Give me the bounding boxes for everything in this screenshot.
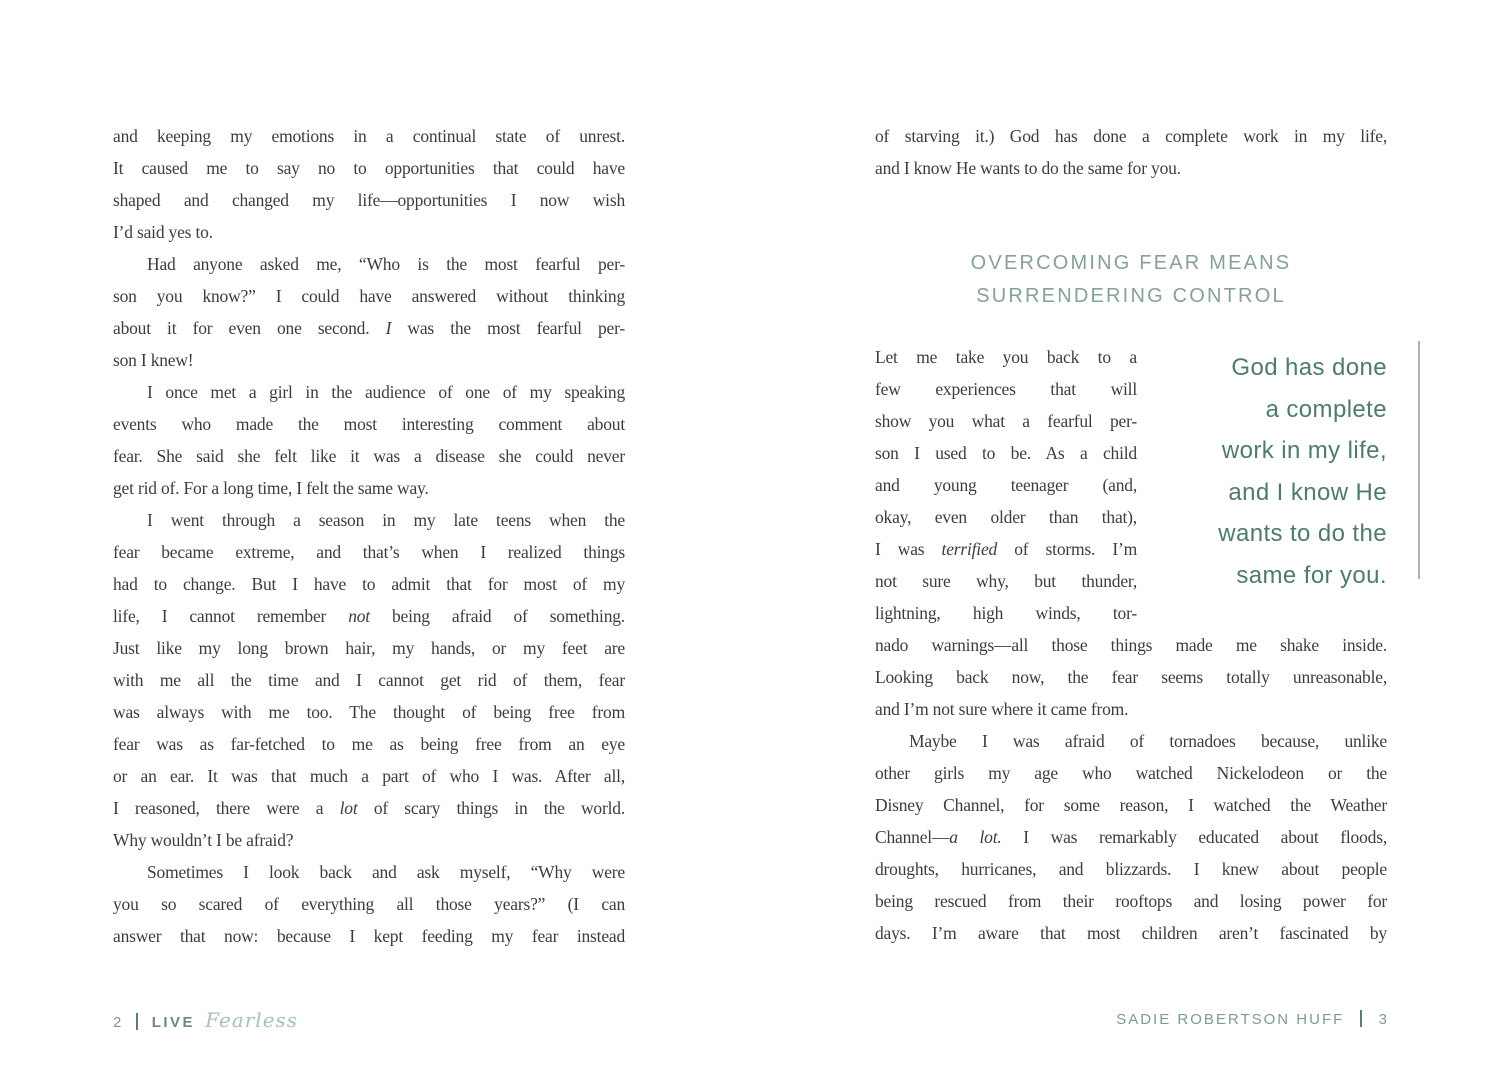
text-line: of starving it.) God has done a complete work in my life, (875, 126, 1387, 146)
text-line: I reasoned, there were a lot of scary things in the world. (113, 798, 625, 818)
book-title-caps: LIVE (151, 1014, 196, 1031)
text-line: shaped and changed my life—opportunities I now wish (113, 190, 625, 210)
book-title-script: Fearless (205, 1008, 299, 1032)
section-heading-line2: SURRENDERING CONTROL (976, 285, 1286, 307)
text-line: events who made the most interesting comment about (113, 414, 625, 434)
text-line: had to change. But I have to admit that for most of my (113, 574, 625, 594)
text-line: fear became extreme, and that’s when I realized things (113, 542, 625, 562)
text-line: and young teenager (and, (875, 475, 1137, 495)
text-line: okay, even older than that), (875, 507, 1137, 527)
text-line: Looking back now, the fear seems totally unreasonable, (875, 667, 1387, 687)
left-page-footer (113, 1008, 298, 1032)
text-line: Let me take you back to a (875, 347, 1137, 367)
text-line: life, I cannot remember not being afraid of something. (113, 606, 625, 626)
text-line: I was terrified of storms. I’m (875, 539, 1137, 559)
right-page-number: 3 (1378, 1011, 1387, 1028)
right-page-text (875, 120, 1387, 949)
text-line: I once met a girl in the audience of one of my speaking (147, 382, 625, 402)
text-line: son I knew! (113, 350, 194, 370)
text-line: Had anyone asked me, “Who is the most fearful per- (147, 254, 625, 274)
section-heading-line1: OVERCOMING FEAR MEANS (970, 252, 1292, 274)
text-line: and I’m not sure where it came from. (875, 699, 1129, 719)
pull-quote-rule (1418, 341, 1420, 579)
text-line: answer that now: because I kept feeding my fear instead (113, 926, 625, 946)
text-line: I went through a season in my late teens when the (147, 510, 625, 530)
text-line: Just like my long brown hair, my hands, or my feet are (113, 638, 625, 658)
footer-divider-bar (1360, 1010, 1362, 1027)
text-line: or an ear. It was that much a part of who I was. After all, (113, 766, 625, 786)
right-page-bottom-paragraphs (875, 629, 1387, 949)
pull-quote-line: wants to do the (1218, 520, 1387, 547)
text-line: not sure why, but thunder, (875, 571, 1137, 591)
text-line: lightning, high winds, tor- (875, 603, 1137, 623)
text-line: son you know?” I could have answered without thinking (113, 286, 625, 306)
left-page-number: 2 (113, 1014, 122, 1031)
text-line: being rescued from their rooftops and losing power for (875, 891, 1387, 911)
text-line: Why wouldn’t I be afraid? (113, 830, 294, 850)
text-line: Channel—a lot. I was remarkably educated about floods, (875, 827, 1387, 847)
pull-quote-line: same for you. (1236, 561, 1387, 589)
author-name: SADIE ROBERTSON HUFF (1116, 1011, 1345, 1028)
pull-quote-line: God has done (1231, 354, 1387, 381)
text-line: fear was as far-fetched to me as being free from an eye (113, 734, 625, 754)
text-with-pullquote (875, 341, 1387, 629)
text-line: you so scared of everything all those years?” (I can (113, 894, 625, 914)
text-line: get rid of. For a long time, I felt the same way. (113, 478, 429, 498)
text-line: show you what a fearful per- (875, 411, 1137, 431)
text-line: other girls my age who watched Nickelodeon or the (875, 763, 1387, 783)
text-line: and keeping my emotions in a continual state of unrest. (113, 126, 625, 146)
text-line: Maybe I was afraid of tornadoes because, unlike (909, 731, 1387, 751)
text-line: nado warnings—all those things made me shake inside. (875, 635, 1387, 655)
pull-quote-line: work in my life, (1221, 437, 1387, 464)
text-line: was always with me too. The thought of being free from (113, 702, 625, 722)
text-line: and I know He wants to do the same for you. (875, 158, 1181, 178)
text-line: fear. She said she felt like it was a disease she could never (113, 446, 625, 466)
right-page-top-paragraph (875, 120, 1387, 184)
text-line: about it for even one second. I was the most fearful per- (113, 318, 626, 338)
text-line: droughts, hurricanes, and blizzards. I knew about people (875, 859, 1387, 879)
pull-quote (1142, 347, 1387, 596)
text-line: It caused me to say no to opportunities that could have (113, 158, 625, 178)
pull-quote-line: and I know He (1228, 478, 1387, 506)
footer-divider-bar (136, 1013, 138, 1030)
text-line: Sometimes I look back and ask myself, “Why were (147, 862, 625, 882)
text-line: days. I’m aware that most children aren’t fascinated by (875, 923, 1387, 943)
text-line: I’d said yes to. (113, 222, 213, 242)
section-heading (875, 247, 1387, 313)
right-page-footer (875, 1008, 1387, 1032)
text-line: son I used to be. As a child (875, 443, 1137, 463)
narrow-text-column (875, 341, 1137, 629)
text-line: few experiences that will (875, 379, 1137, 399)
pull-quote-line: a complete (1265, 395, 1387, 423)
text-line: Disney Channel, for some reason, I watched the Weather (875, 795, 1387, 815)
left-page-text (113, 120, 625, 952)
text-line: with me all the time and I cannot get rid of them, fear (113, 670, 625, 690)
